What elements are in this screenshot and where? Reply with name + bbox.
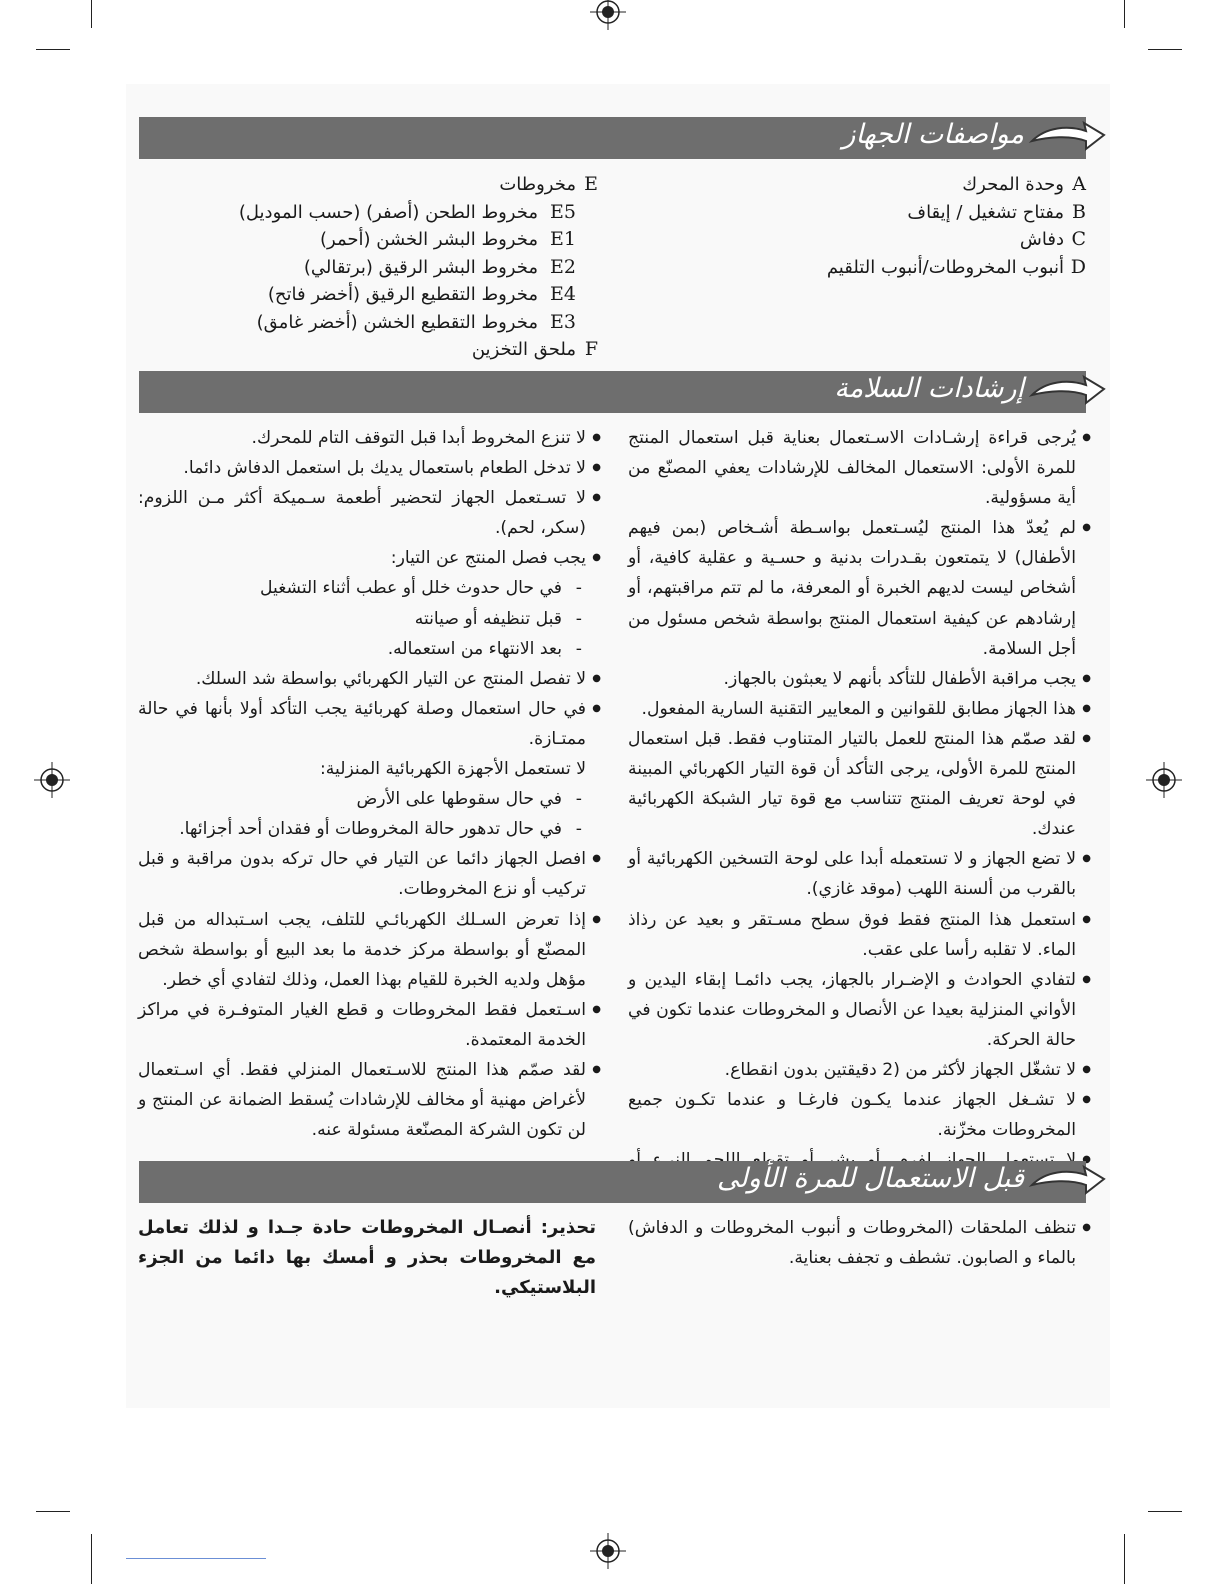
safety-column-left [138, 423, 598, 1145]
cone-item: E3مخروط التقطيع الخشن (أخضر غامق) [256, 310, 576, 333]
crop-mark [1124, 0, 1125, 28]
registration-mark-icon [1146, 762, 1182, 798]
parts-list-left [239, 171, 598, 364]
cone-item: E5مخروط الطحن (أصفر) (حسب الموديل) [238, 200, 576, 223]
cone-item: E1مخروط البشر الخشن (أحمر) [320, 228, 576, 250]
safety-subitem: - بعد الانتهاء من استعماله. [138, 634, 598, 664]
safety-item: ● لقد صمّم هذا المنتج للعمل بالتيار المتناوب فقط. قبل استعمال المنتج للمرة الأولى، يرجى التأكد أن قوة التيار الكهربائي المبينة في لوحة تعريف المنتج تتناسب مع قوة تيار الشبكة الكهربائية عندك. [628, 724, 1088, 844]
safety-item: ● لا تنزع المخروط أبدا قبل التوقف التام للمحرك. [138, 423, 598, 453]
safety-item: ● هذا الجهاز مطابق للقوانين و المعايير التقنية السارية المفعول. [628, 694, 1088, 724]
safety-subitem: - في حال سقوطها على الأرض [138, 784, 598, 814]
part-item: Fملحق التخزين [471, 338, 598, 360]
section-title: مواصفات الجهاز [842, 119, 1024, 150]
parts-list-right [827, 171, 1086, 281]
part-item: Cدفاش [1019, 228, 1086, 250]
part-item: Dأنبوب المخروطات/أنبوب التلقيم [826, 255, 1086, 278]
registration-mark-icon [34, 762, 70, 798]
crop-mark [36, 49, 70, 50]
safety-item: ● يجب مراقبة الأطفال للتأكد بأنهم لا يعبثون بالجهاز. [628, 664, 1088, 694]
safety-subitem: - في حال حدوث خلل أو عطب أثناء التشغيل [138, 573, 598, 603]
safety-item: ● لم يُعدّ هذا المنتج ليُسـتعمل بواسـطة أشـخاص (بمن فيهم الأطفال) لا يتمتعون بقـدرات بدنية و حسـية و عقلية كافية، أو أشخاص ليست لديهم الخبرة أو المعرفة، ما لم تتم مراقبتهم، أو إرشادهم عن كيفية استعمال المنتج بواسطة شخص مسئول من أجل السلامة. [628, 513, 1088, 663]
section-header-safety [139, 371, 1086, 413]
safety-item: ● لا تشغّل الجهاز لأكثر من (2 دقيقتين بدون انقطاع. [628, 1055, 1088, 1085]
safety-item: ● في حال استعمال وصلة كهربائية يجب التأكد أولا بأنها في حالة ممتـازة. [138, 694, 598, 754]
safety-item: ● لا تسـتعمل الجهاز لتحضير أطعمة سـميكة أكثر مـن اللزوم: (سكر، لحم). [138, 483, 598, 543]
crop-mark [91, 0, 92, 28]
part-item: Bمفتاح تشغيل / إيقاف [907, 200, 1086, 223]
crop-mark [91, 1534, 92, 1584]
safety-item: ● يجب فصل المنتج عن التيار: [138, 543, 598, 573]
safety-item: ● لا تفصل المنتج عن التيار الكهربائي بواسطة شد السلك. [138, 664, 598, 694]
first-use-instructions [628, 1213, 1088, 1273]
arrow-icon [1028, 373, 1106, 411]
safety-item: ● لتفادي الحوادث و الإضـرار بالجهاز، يجب دائمـا إبقاء اليدين و الأواني المنزلية بعيدا عن الأنصال و المخروطات عندما تكون في حالة الحركة. [628, 965, 1088, 1055]
warning-text: تحذير: أنصـال المخروطات حادة جـدا و لذلك تعامل مع المخروطات بحذر و أمسك بها دائما من الجزء البلاستيكي. [138, 1217, 596, 1298]
crop-mark [36, 1511, 70, 1512]
safety-item: ● افصل الجهاز دائما عن التيار في حال تركه بدون مراقبة و قبل تركيب أو نزع المخروطات. [138, 844, 598, 904]
registration-mark-icon [590, 0, 626, 30]
safety-item: ● لا تضع الجهاز و لا تستعمله أبدا على لوحة التسخين الكهربائية أو بالقرب من ألسنة اللهب (موقد غازي). [628, 844, 1088, 904]
part-item: Aوحدة المحرك [962, 173, 1086, 195]
crop-mark [1124, 1534, 1125, 1584]
crop-mark [1148, 49, 1182, 50]
safety-item: ● إذا تعرض السـلك الكهربائـي للتلف، يجب اسـتبداله من قبل المصنّع أو بواسطة مركز خدمة ما بعد البيع أو بواسطة شخص مؤهل ولديه الخبرة للقيام بهذا العمل، وذلك لتفادي أي خطر. [138, 905, 598, 995]
safety-item: ● لا تشـغل الجهاز عندما يكـون فارغـا و عندما تكـون جميع المخروطات مخزّنة. [628, 1085, 1088, 1145]
cone-item: E4مخروط التقطيع الرقيق (أخضر فاتح) [267, 283, 576, 305]
safety-item: ● يُرجى قراءة إرشـادات الاسـتعمال بعناية قبل استعمال المنتج للمرة الأولى: الاستعمال المخالف للإرشادات يعفي المصنّع من أية مسؤولية. [628, 423, 1088, 513]
section-header-first-use [139, 1161, 1086, 1203]
section-title: قبل الاستعمال للمرة الأولى [717, 1163, 1024, 1194]
cone-item: E2مخروط البشر الرقيق (برتقالي) [303, 255, 576, 278]
safety-item: ● استعمل هذا المنتج فقط فوق سطح مسـتقر و بعيد عن رذاذ الماء. لا تقلبه رأسا على عقب. [628, 905, 1088, 965]
safety-subitem: - قبل تنظيفه أو صيانته [138, 604, 598, 634]
arrow-icon [1028, 1163, 1106, 1201]
registration-mark-icon [590, 1533, 626, 1569]
safety-item: ● لقد صمّم هذا المنتج للاسـتعمال المنزلي فقط. أي اسـتعمال لأغراض مهنية أو مخالف للإرشادات يُسقط الضمانة عن المنتج و لن تكون الشركة المصنّعة مسئولة عنه. [138, 1055, 598, 1145]
sharp-blades-warning [138, 1213, 596, 1303]
part-item: Eمخروطات [499, 173, 598, 195]
arrow-icon [1028, 119, 1106, 157]
crop-mark [126, 1558, 266, 1559]
crop-mark [1148, 1511, 1182, 1512]
safety-item: ● اسـتعمل فقط المخروطات و قطع الغيار المتوفـرة في مراكز الخدمة المعتمدة. [138, 995, 598, 1055]
safety-item: ● لا تدخل الطعام باستعمال يديك بل استعمل الدفاش دائما. [138, 453, 598, 483]
safety-column-right [628, 423, 1088, 1205]
section-header-specs [139, 117, 1086, 159]
safety-paragraph: لا تستعمل الأجهزة الكهربائية المنزلية: [320, 759, 586, 780]
section-title: إرشادات السلامة [834, 373, 1024, 404]
instruction-item: ● تنظف الملحقات (المخروطات و أنبوب المخروطات و الدفاش) بالماء و الصابون. تشطف و تجفف بعناية. [628, 1213, 1088, 1273]
safety-subitem: - في حال تدهور حالة المخروطات أو فقدان أحد أجزائها. [138, 814, 598, 844]
